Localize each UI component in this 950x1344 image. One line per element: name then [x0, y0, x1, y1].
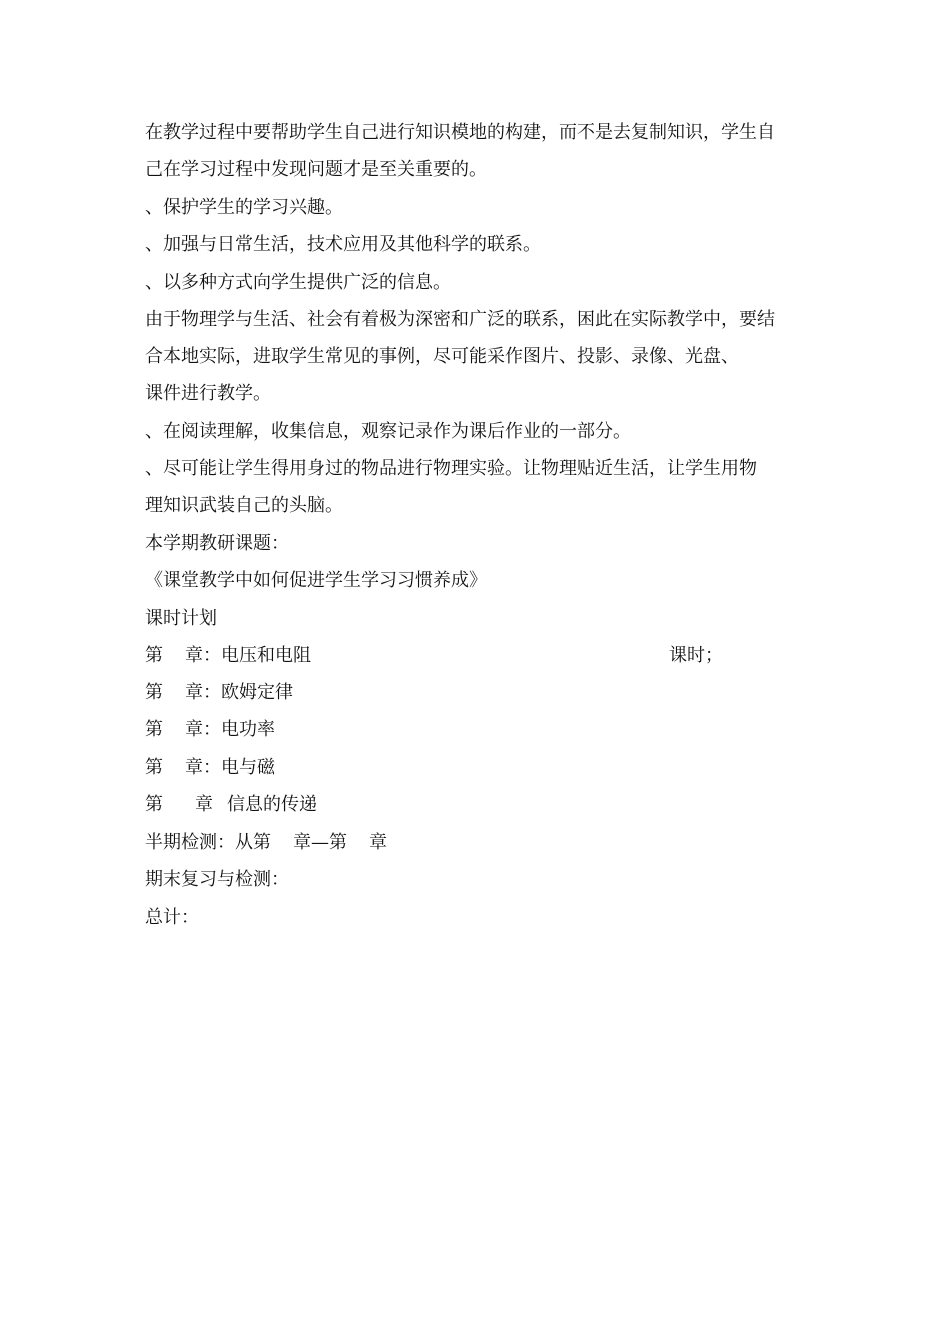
chapter-row — [145, 756, 275, 780]
list-item-experiments-continued: 理知识武装自己的头脑。 — [145, 495, 343, 516]
paragraph-1-line-1: 在教学过程中要帮助学生自己进行知识模地的构建，而不是去复制知识，学生自 — [145, 122, 775, 143]
chapter-row — [145, 681, 293, 705]
chapter-name: 信息的传递 — [227, 794, 317, 815]
total: 总计： — [145, 907, 199, 928]
chapter-row — [145, 718, 275, 742]
chapter-row — [145, 644, 723, 668]
list-item-experiments: 、尽可能让学生得用身过的物品进行物理实验。让物理贴近生活，让学生用物 — [145, 458, 757, 479]
chapter-prefix: 第 — [145, 719, 163, 740]
chapter-prefix: 第 — [145, 757, 163, 778]
chapter-name: 欧姆定律 — [221, 682, 293, 703]
chapter-prefix: 第 — [145, 794, 163, 815]
midterm-middle: 章—第 — [293, 832, 347, 853]
chapter-name: 电与磁 — [221, 757, 275, 778]
paragraph-2-line-1: 由于物理学与生活、社会有着极为深密和广泛的联系，困此在实际教学中，要结 — [145, 309, 775, 330]
midterm-end: 章 — [369, 832, 387, 853]
chapter-hours-label: 课时； — [669, 645, 723, 666]
paragraph-1-line-2: 己在学习过程中发现问题才是至关重要的。 — [145, 159, 487, 180]
list-item-provide-information: 、以多种方式向学生提供广泛的信息。 — [145, 272, 451, 293]
chapter-name: 电压和电阻 — [221, 645, 311, 666]
chapter-suffix: 章： — [185, 682, 221, 703]
chapter-prefix: 第 — [145, 682, 163, 703]
midterm-label: 半期检测：从第 — [145, 832, 271, 853]
chapter-suffix: 章： — [185, 757, 221, 778]
paragraph-2-line-2: 合本地实际，进取学生常见的事例，尽可能采作图片、投影、录像、光盘、 — [145, 346, 739, 367]
chapter-suffix: 章： — [185, 645, 221, 666]
chapter-suffix: 章： — [185, 719, 221, 740]
list-item-protect-interest: 、保护学生的学习兴趣。 — [145, 197, 343, 218]
paragraph-2-line-3: 课件进行教学。 — [145, 383, 271, 404]
list-item-homework: 、在阅读理解，收集信息，观察记录作为课后作业的一部分。 — [145, 421, 631, 442]
plan-heading: 课时计划 — [145, 608, 217, 629]
final-review: 期末复习与检测： — [145, 869, 289, 890]
chapter-prefix: 第 — [145, 645, 163, 666]
list-item-connect-life: 、加强与日常生活，技术应用及其他科学的联系。 — [145, 234, 541, 255]
chapter-row — [145, 793, 317, 817]
midterm-row — [145, 831, 387, 855]
chapter-name: 电功率 — [221, 719, 275, 740]
chapter-suffix: 章 — [195, 794, 213, 815]
research-heading: 本学期教研课题： — [145, 533, 289, 554]
research-topic: 《课堂教学中如何促进学生学习习惯养成》 — [145, 570, 487, 591]
